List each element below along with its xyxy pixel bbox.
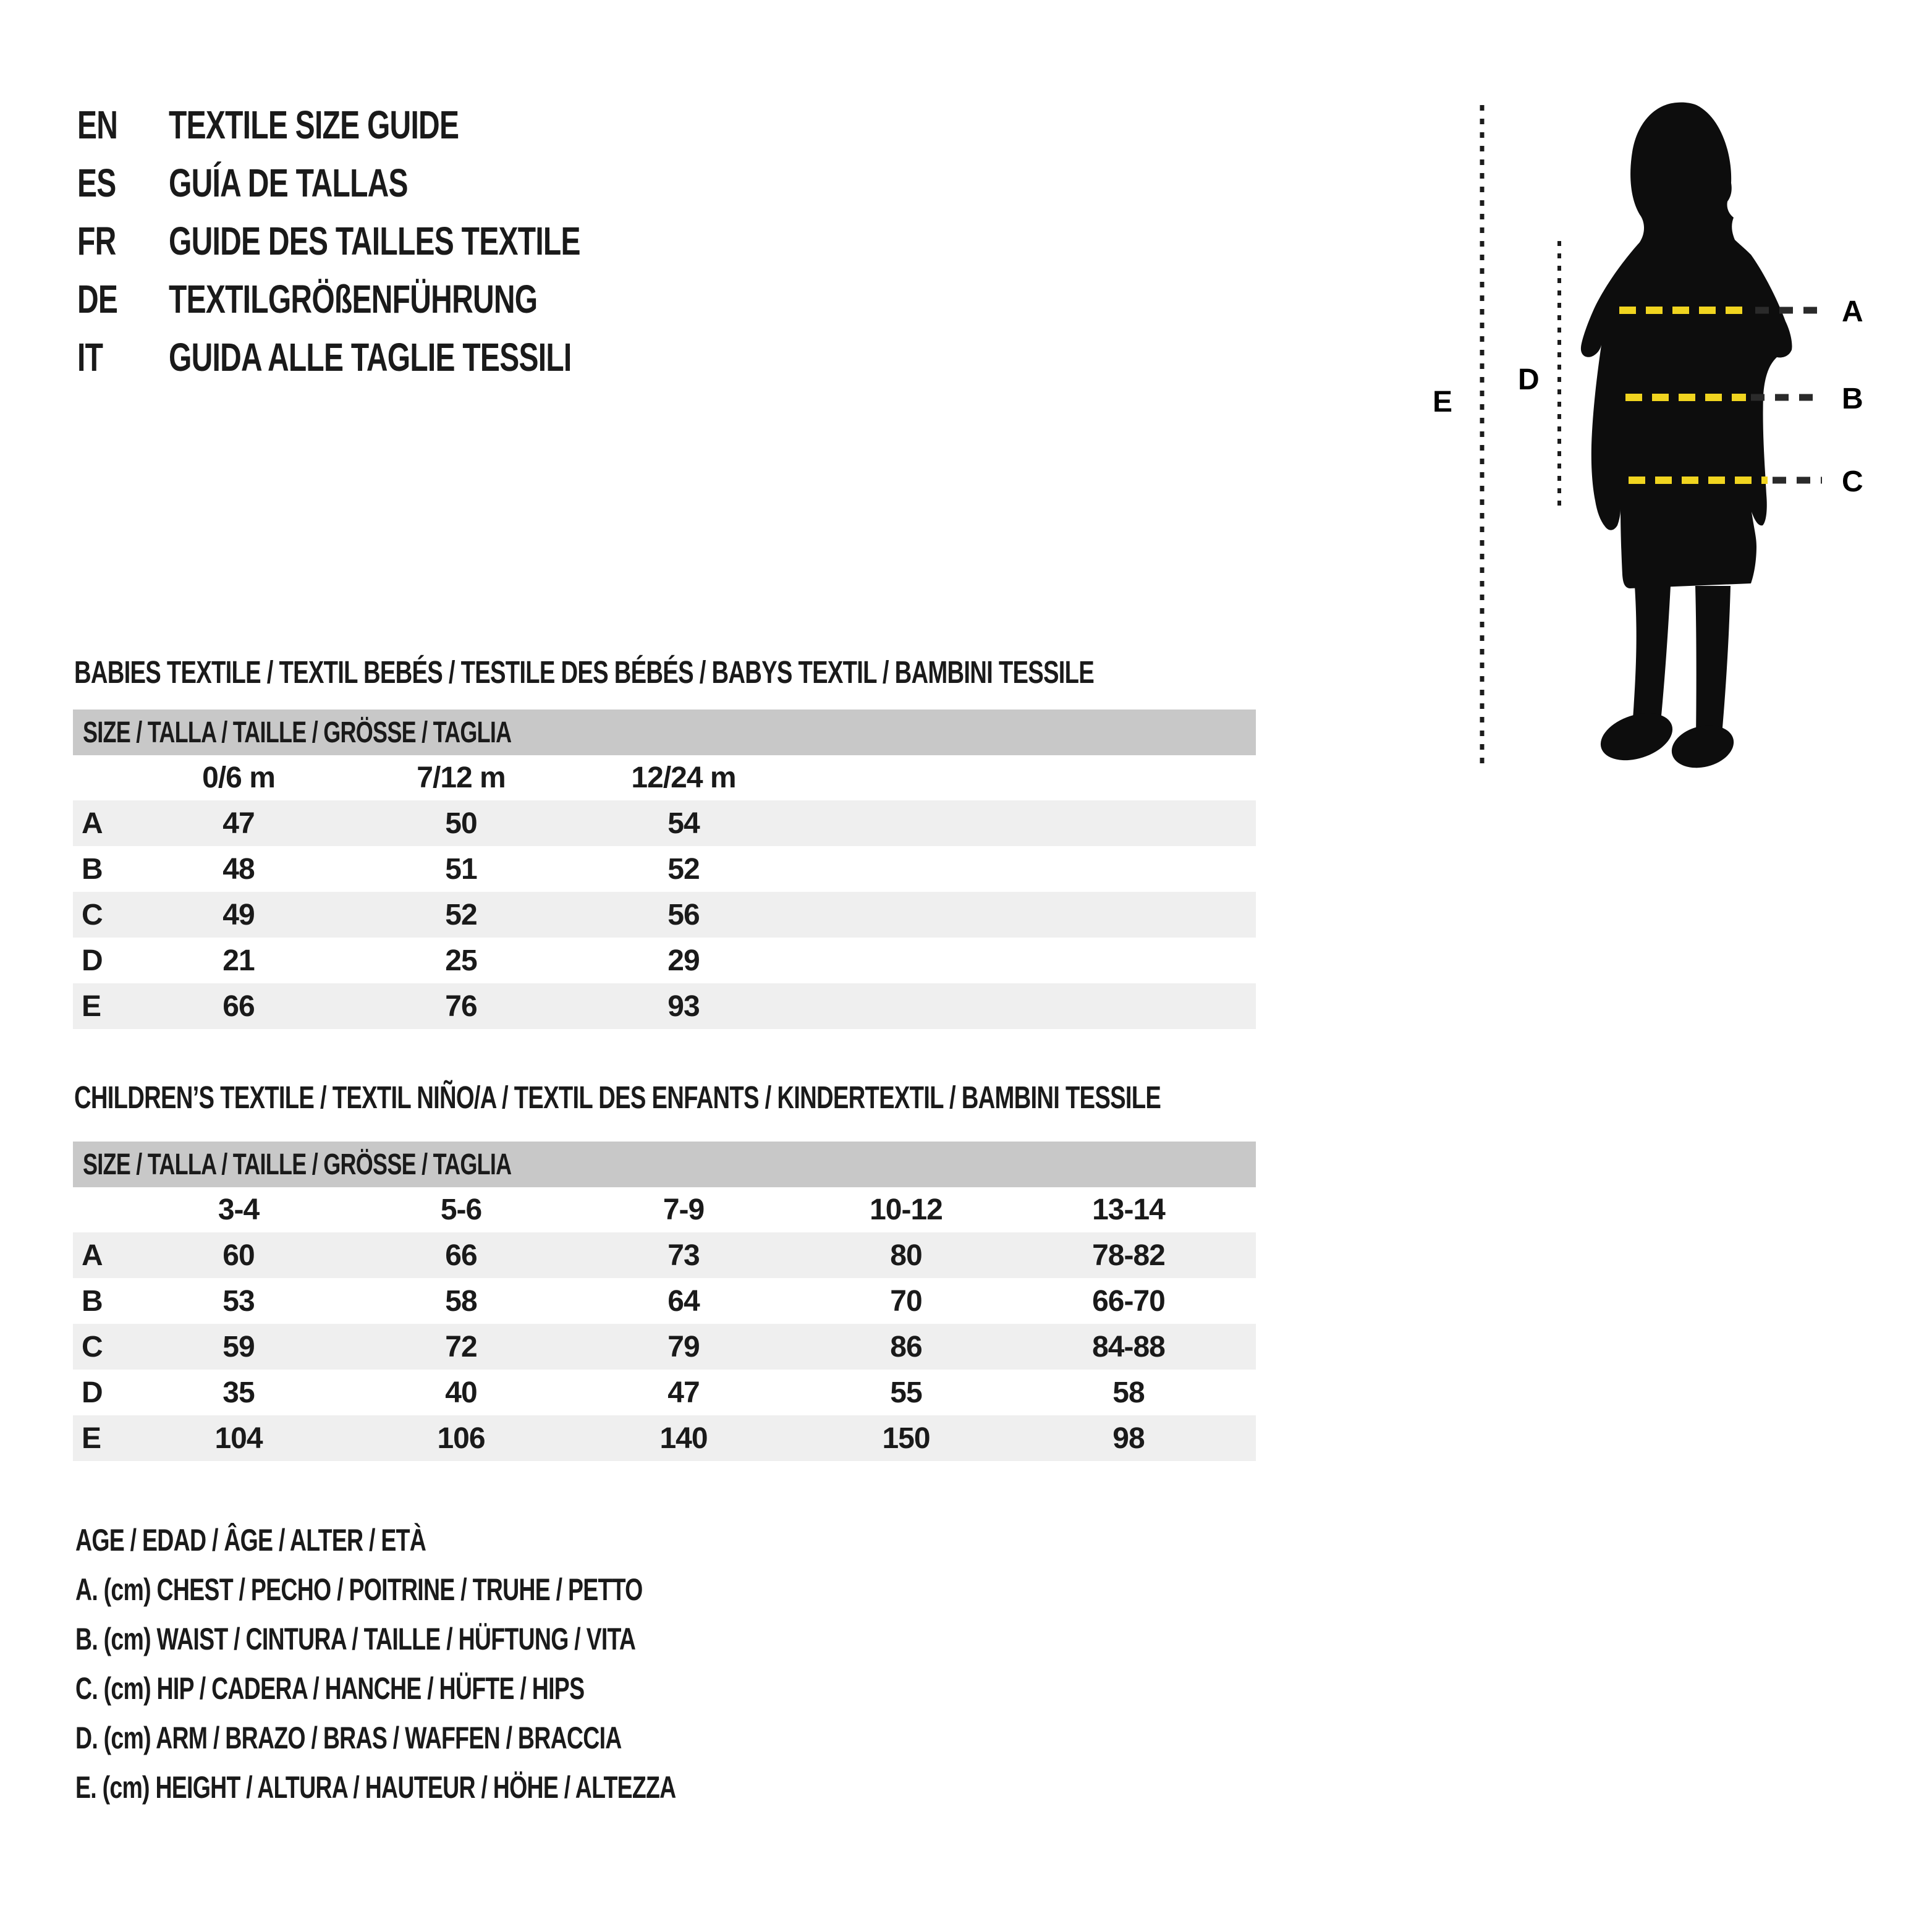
legend-line-waist: B. (cm) WAIST / CINTURA / TAILLE / HÜFTUNG / VITA bbox=[75, 1622, 636, 1656]
cell-value: 47 bbox=[222, 807, 255, 840]
babies-size-table bbox=[73, 710, 1256, 1029]
cell-value: 72 bbox=[445, 1330, 477, 1363]
size-header-text: SIZE / TALLA / TAILLE / GRÖSSE / TAGLIA bbox=[83, 1148, 512, 1181]
label-e: E bbox=[1433, 386, 1452, 418]
legend-line-hip: C. (cm) HIP / CADERA / HANCHE / HÜFTE / HIPS bbox=[75, 1671, 585, 1706]
row-label: D bbox=[82, 944, 103, 977]
cell-value: 106 bbox=[437, 1421, 485, 1455]
row-label: E bbox=[82, 989, 101, 1023]
cell-value: 21 bbox=[222, 944, 255, 977]
column-header: 3-4 bbox=[218, 1193, 260, 1226]
cell-value: 52 bbox=[667, 852, 700, 886]
cell-value: 64 bbox=[667, 1284, 700, 1318]
row-label: D bbox=[82, 1376, 103, 1409]
cell-value: 66 bbox=[222, 989, 255, 1023]
cell-value: 54 bbox=[667, 807, 700, 840]
language-title: GUIDE DES TAILLES TEXTILE bbox=[169, 219, 580, 263]
label-b: B bbox=[1842, 383, 1863, 415]
language-code: IT bbox=[77, 335, 103, 379]
column-header: 7/12 m bbox=[417, 761, 506, 794]
row-label: B bbox=[82, 1284, 103, 1318]
cell-value: 84-88 bbox=[1092, 1330, 1165, 1363]
legend-line-chest: A. (cm) CHEST / PECHO / POITRINE / TRUHE / PETTO bbox=[75, 1572, 643, 1607]
cell-value: 53 bbox=[222, 1284, 255, 1318]
table-row bbox=[73, 983, 1256, 1029]
column-header: 7-9 bbox=[663, 1193, 705, 1226]
cell-value: 79 bbox=[667, 1330, 700, 1363]
cell-value: 48 bbox=[222, 852, 255, 886]
table-row bbox=[73, 1232, 1256, 1278]
cell-value: 66 bbox=[445, 1239, 477, 1272]
cell-value: 40 bbox=[445, 1376, 477, 1409]
cell-value: 98 bbox=[1112, 1421, 1145, 1455]
children-column-headers bbox=[73, 1187, 1256, 1232]
cell-value: 56 bbox=[667, 898, 700, 931]
cell-value: 73 bbox=[667, 1239, 700, 1272]
legend-line-age: AGE / EDAD / ÂGE / ALTER / ETÀ bbox=[75, 1523, 426, 1557]
language-row-en bbox=[77, 96, 718, 154]
cell-value: 25 bbox=[445, 944, 477, 977]
cell-value: 104 bbox=[214, 1421, 263, 1455]
babies-section-title-text: BABIES TEXTILE / TEXTIL BEBÉS / TESTILE DES BÉBÉS / BABYS TEXTIL / BAMBINI TESSILE bbox=[74, 654, 1095, 690]
cell-value: 76 bbox=[445, 989, 477, 1023]
size-header-text: SIZE / TALLA / TAILLE / GRÖSSE / TAGLIA bbox=[83, 716, 512, 749]
language-code: EN bbox=[77, 103, 118, 147]
table-row bbox=[73, 846, 1256, 892]
language-list bbox=[77, 96, 718, 386]
babies-size-header-bar bbox=[73, 710, 1256, 755]
children-section-title-text: CHILDREN’S TEXTILE / TEXTIL NIÑO/A / TEXTIL DES ENFANTS / KINDERTEXTIL / BAMBINI TESSILE bbox=[74, 1079, 1161, 1115]
language-title: TEXTILE SIZE GUIDE bbox=[169, 103, 459, 147]
table-row bbox=[73, 1278, 1256, 1324]
babies-section-title bbox=[74, 655, 1434, 689]
language-code: FR bbox=[77, 219, 116, 263]
children-section-title bbox=[74, 1080, 1523, 1114]
column-header: 10-12 bbox=[870, 1193, 943, 1226]
language-row-es bbox=[77, 154, 718, 212]
row-label: B bbox=[82, 852, 103, 886]
cell-value: 86 bbox=[890, 1330, 922, 1363]
cell-value: 93 bbox=[667, 989, 700, 1023]
children-size-table bbox=[73, 1142, 1256, 1461]
language-row-it bbox=[77, 328, 718, 386]
cell-value: 150 bbox=[882, 1421, 930, 1455]
language-code: ES bbox=[77, 161, 116, 205]
legend-line-arm: D. (cm) ARM / BRAZO / BRAS / WAFFEN / BRACCIA bbox=[75, 1721, 622, 1755]
cell-value: 29 bbox=[667, 944, 700, 977]
column-header: 13-14 bbox=[1092, 1193, 1165, 1226]
legend-line-height: E. (cm) HEIGHT / ALTURA / HAUTEUR / HÖHE / ALTEZZA bbox=[75, 1770, 676, 1805]
table-row bbox=[73, 1370, 1256, 1415]
column-header: 5-6 bbox=[440, 1193, 482, 1226]
table-row bbox=[73, 800, 1256, 846]
table-row bbox=[73, 938, 1256, 983]
children-size-header-bar bbox=[73, 1142, 1256, 1187]
child-silhouette bbox=[1581, 103, 1792, 774]
cell-value: 47 bbox=[667, 1376, 700, 1409]
silhouette-right-shoe bbox=[1667, 719, 1739, 774]
language-title: GUIDA ALLE TAGLIE TESSILI bbox=[169, 335, 572, 379]
language-code: DE bbox=[77, 277, 118, 321]
silhouette-left-leg bbox=[1632, 586, 1671, 734]
label-d: D bbox=[1518, 363, 1539, 396]
cell-value: 35 bbox=[222, 1376, 255, 1409]
row-label: E bbox=[82, 1421, 101, 1455]
table-row bbox=[73, 1415, 1256, 1461]
language-title: TEXTILGRÖßENFÜHRUNG bbox=[169, 277, 538, 321]
row-label: A bbox=[82, 1239, 103, 1272]
cell-value: 51 bbox=[445, 852, 477, 886]
measurement-diagram bbox=[1409, 87, 1932, 803]
cell-value: 70 bbox=[890, 1284, 922, 1318]
label-a: A bbox=[1842, 295, 1863, 328]
table-row bbox=[73, 892, 1256, 938]
silhouette-right-leg bbox=[1695, 586, 1731, 742]
row-label: C bbox=[82, 898, 103, 931]
measurement-legend bbox=[75, 1515, 876, 1812]
cell-value: 140 bbox=[659, 1421, 708, 1455]
label-c: C bbox=[1842, 465, 1863, 498]
column-header: 12/24 m bbox=[631, 761, 736, 794]
language-row-de bbox=[77, 270, 718, 328]
cell-value: 50 bbox=[445, 807, 477, 840]
cell-value: 60 bbox=[222, 1239, 255, 1272]
babies-column-headers bbox=[73, 755, 1256, 800]
cell-value: 80 bbox=[890, 1239, 922, 1272]
table-row bbox=[73, 1324, 1256, 1370]
row-label: C bbox=[82, 1330, 103, 1363]
cell-value: 78-82 bbox=[1092, 1239, 1165, 1272]
row-label: A bbox=[82, 807, 103, 840]
cell-value: 58 bbox=[445, 1284, 477, 1318]
column-header: 0/6 m bbox=[202, 761, 275, 794]
cell-value: 52 bbox=[445, 898, 477, 931]
language-row-fr bbox=[77, 212, 718, 270]
silhouette-body bbox=[1581, 103, 1792, 588]
cell-value: 59 bbox=[222, 1330, 255, 1363]
cell-value: 58 bbox=[1112, 1376, 1145, 1409]
cell-value: 66-70 bbox=[1092, 1284, 1165, 1318]
cell-value: 49 bbox=[222, 898, 255, 931]
cell-value: 55 bbox=[890, 1376, 922, 1409]
language-title: GUÍA DE TALLAS bbox=[169, 161, 408, 205]
